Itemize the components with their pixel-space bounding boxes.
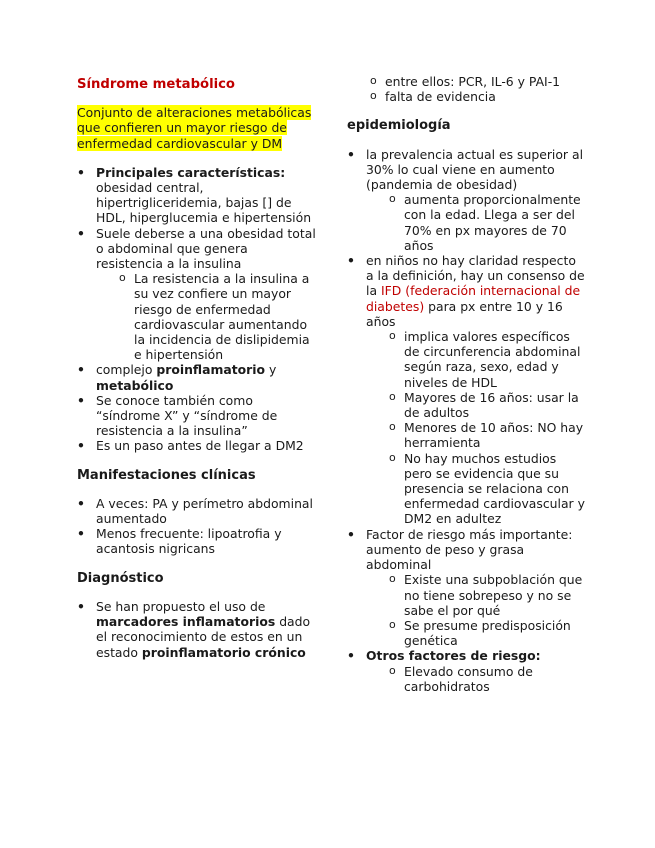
bullet-text: para px entre 10 y 16 años [366, 298, 563, 329]
sub-list [383, 572, 587, 648]
sub-list-item [383, 329, 587, 390]
bold-term: proinflamatorio [156, 362, 266, 378]
bullet-text: la prevalencia actual es superior al 30% lo cual viene en aumento (pandemia de obesidad) [366, 146, 584, 193]
red-text: IFD (federación internacional de diabetes) [366, 283, 581, 314]
sub-item-text: Se presume predisposición genética [404, 617, 571, 649]
list-item [347, 648, 587, 694]
list-item [77, 496, 317, 526]
right-column [347, 74, 587, 694]
list-item [347, 147, 587, 253]
sub-item-text: Mayores de 16 años: usar la de adultos [404, 389, 579, 421]
bold-term: Otros factores de riesgo: [366, 648, 541, 664]
intro-paragraph [77, 105, 317, 151]
bold-term: Principales características: [96, 164, 286, 180]
sub-list [383, 329, 587, 527]
sub-list-item [383, 618, 587, 648]
list-item [347, 253, 587, 527]
list-item [77, 226, 317, 363]
section-heading-epidemiologia: epidemiología [347, 118, 451, 134]
bullet-text: Suele deberse a una obesidad total o abdominal que genera resistencia a la insulina [96, 225, 316, 272]
sub-list-item [383, 390, 587, 420]
sub-item-text: implica valores específicos de circunferencia abdominal según raza, sexo, edad y niveles de HDL [404, 329, 581, 390]
sub-list [383, 664, 587, 694]
main-bullet-list [77, 165, 317, 454]
sub-list-item [383, 192, 587, 253]
highlighted-definition: Conjunto de alteraciones metabólicas que confieren un mayor riesgo de enfermedad cardiovascular y DM [77, 105, 312, 151]
bullet-text: A veces: PA y perímetro abdominal aumentado [96, 495, 313, 527]
sub-item-text: falta de evidencia [385, 89, 496, 105]
sub-list-item [364, 89, 587, 104]
bullet-text: Es un paso antes de llegar a DM2 [96, 438, 304, 454]
bullet-text: y [265, 362, 277, 378]
list-item [347, 527, 587, 649]
bold-term: proinflamatorio crónico [141, 644, 306, 660]
sub-list-item [383, 664, 587, 694]
bullet-text: obesidad central, hipertrigliceridemia, bajas [] de HDL, hiperglucemia e hipertensión [96, 180, 312, 226]
list-item [77, 165, 317, 226]
bullet-text: Se han propuesto el uso de [96, 598, 266, 614]
bullet-text: complejo [96, 362, 157, 378]
sub-item-text: Existe una subpoblación que no tiene sobrepeso y no se sabe el por qué [404, 572, 583, 618]
list-item [77, 438, 317, 453]
bullet-text: Factor de riesgo más importante: aumento de peso y grasa abdominal [366, 526, 573, 573]
sub-list-item [383, 451, 587, 527]
sub-item-text: Menores de 10 años: NO hay herramienta [404, 420, 584, 451]
list-item [77, 599, 317, 660]
bullet-text: Se conoce también como “síndrome X” y “síndrome de resistencia a la insulina” [96, 392, 278, 439]
sub-item-text: Elevado consumo de carbohidratos [404, 663, 533, 694]
bullet-text: dado el reconocimiento de estos en un estado [96, 614, 311, 660]
section-heading-diagnostico: Diagnóstico [77, 570, 164, 586]
bold-term: marcadores inflamatorios [96, 614, 276, 630]
bold-term: metabólico [96, 377, 174, 393]
sub-list-item [364, 74, 587, 89]
bullet-text: Menos frecuente: lipoatrofia y acantosis nigricans [96, 526, 282, 557]
sub-item-text: No hay muchos estudios pero se evidencia que su presencia se relaciona con enfermedad cardiovascular y DM2 en adultez [404, 450, 585, 527]
list-item [77, 393, 317, 439]
sub-item-text: entre ellos: PCR, IL-6 y PAI-1 [385, 74, 561, 89]
diagnostico-list [77, 599, 317, 660]
sub-list [113, 271, 317, 362]
sub-item-text: La resistencia a la insulina a su vez confiere un mayor riesgo de enfermedad cardiovascular aumentando la incidencia de dislipidemia e hipertensión [134, 271, 310, 363]
continued-sub-list [364, 74, 587, 104]
sub-list [383, 192, 587, 253]
sub-item-text: aumenta proporcionalmente con la edad. Llega a ser del 70% en px mayores de 70 años [404, 192, 581, 253]
epidemiologia-list [347, 147, 587, 694]
section-heading-manifestaciones: Manifestaciones clínicas [77, 467, 256, 483]
sub-list-item [383, 420, 587, 450]
bullet-text: en niños no hay claridad respecto a la definición, hay un consenso de la [366, 253, 585, 299]
manifestaciones-list [77, 496, 317, 557]
list-item [77, 526, 317, 556]
page-title: Síndrome metabólico [77, 77, 235, 92]
list-item [77, 362, 317, 392]
left-column [77, 74, 317, 660]
sub-list-item [113, 271, 317, 362]
sub-list-item [383, 572, 587, 618]
